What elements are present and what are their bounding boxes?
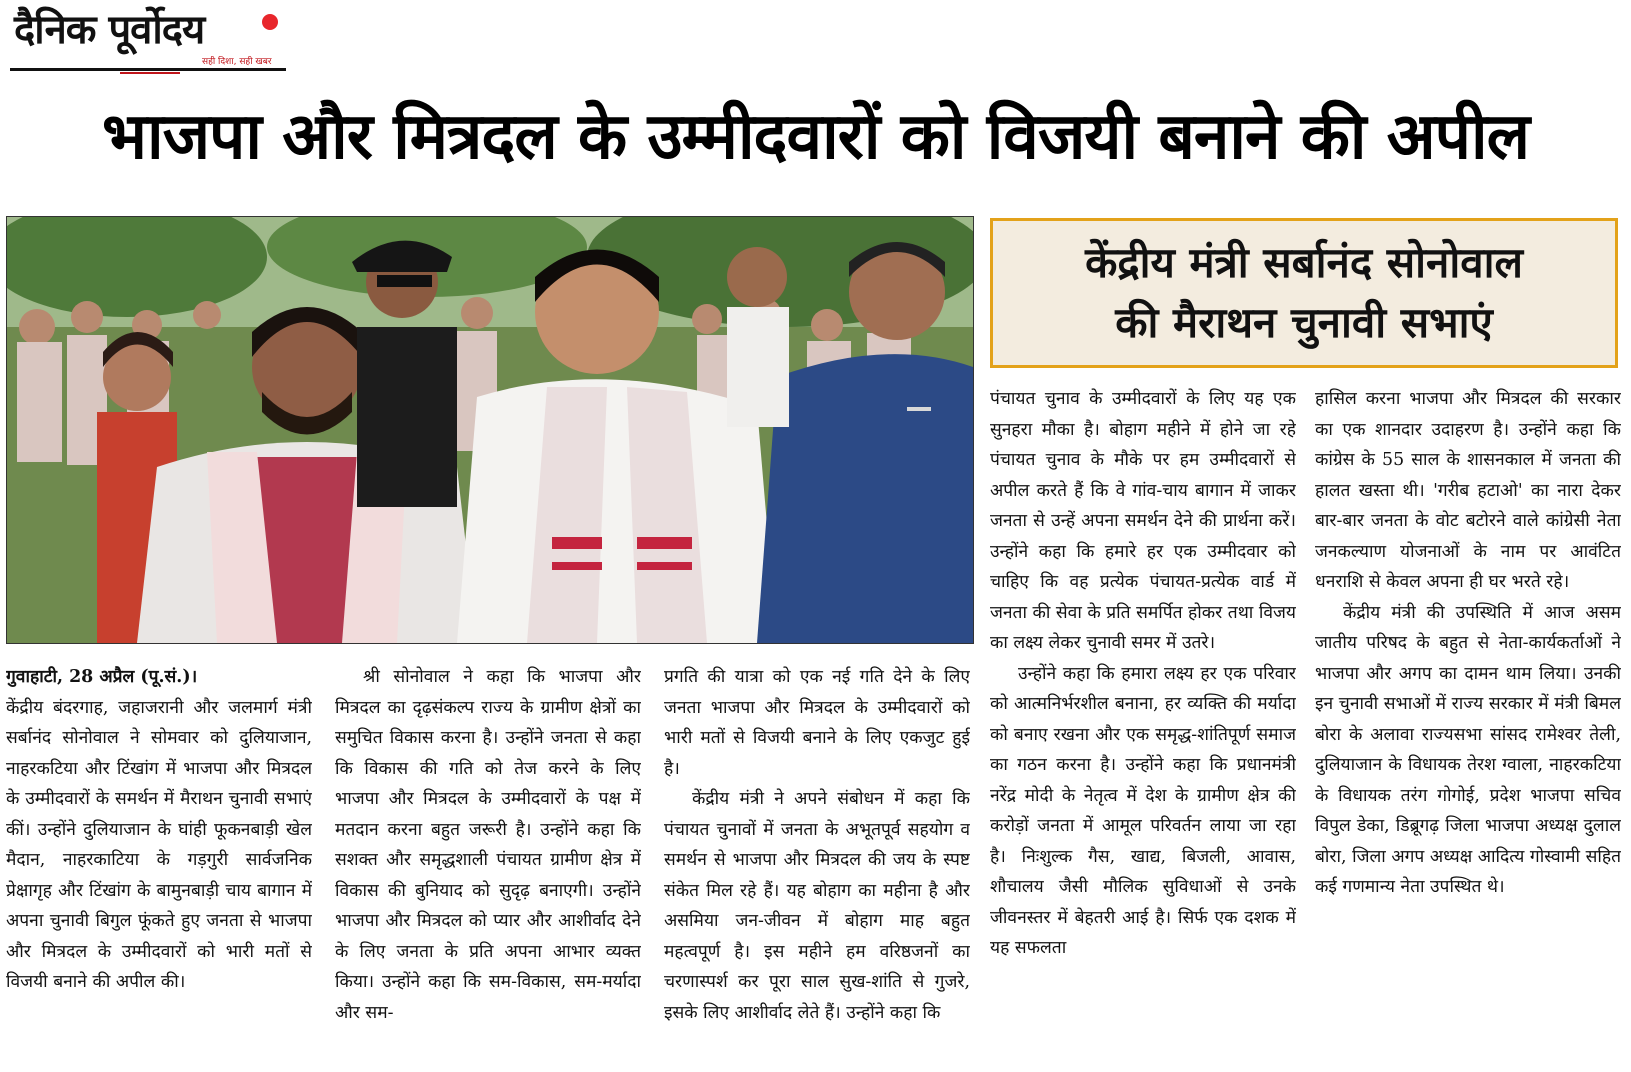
paragraph: हासिल करना भाजपा और मित्रदल की सरकार का एक शानदार उदाहरण है। उन्होंने कहा कि कांग्रेस के 55 साल के शासनकाल में जनता की हालत खस्ता थी। 'गरीब हटाओ' का नारा देकर बार-बार जनता के वोट बटोरने वाले कांग्रेसी नेता जनकल्याण योजनाओं के नाम पर आवंटित धनराशि से केवल अपना ही घर भरते रहे। <box>1315 389 1621 592</box>
subheadline-box <box>990 218 1618 368</box>
paragraph: श्री सोनोवाल ने कहा कि भाजपा और मित्रदल का दृढ़संकल्प राज्य के ग्रामीण क्षेत्रों का समुचित विकास करना है। उन्होंने जनता से कहा कि विकास की गति को तेज करने के लिए भाजपा और मित्रदल के उम्मीदवारों के पक्ष में मतदान करना बहुत जरूरी है। उन्होंने कहा कि सशक्त और समृद्धशाली पंचायत ग्रामीण क्षेत्र में विकास की बुनियाद को सुदृढ़ बनाएगी। उन्होंने भाजपा और मित्रदल को प्यार और आशीर्वाद देने के लिए जनता के प्रति अपना आभार व्यक्त किया। उन्होंने कहा कि सम-विकास, सम-मर्यादा और सम- <box>335 667 641 1023</box>
masthead-rule <box>10 68 286 71</box>
paragraph: केंद्रीय मंत्री की उपस्थिति में आज असम जातीय परिषद के बहुत से नेता-कार्यकर्ताओं ने भाजपा और अगप का दामन थाम लिया। उनकी इन चुनावी सभाओं में राज्य सरकार में मंत्री बिमल बोरा के अलावा राज्यसभा सांसद रामेश्वर तेली, दुलियाजान के विधायक तेरश ग्वाला, नाहरकटिया के विधायक तरंग गोगोई, प्रदेश भाजपा सचिव विपुल डेका, डिब्रूगढ़ जिला भाजपा अध्यक्ष दुलाल बोरा, जिला अगप अध्यक्ष आदित्य गोस्वामी सहित कई गणमान्य नेता उपस्थित थे। <box>1315 602 1621 897</box>
paragraph: प्रगति की यात्रा को एक नई गति देने के लिए जनता भाजपा और मित्रदल के उम्मीदवारों को भारी मतों से विजयी बनाने के लिए एकजुट हुई है। <box>664 667 970 779</box>
paragraph: पंचायत चुनाव के उम्मीदवारों के लिए यह एक सुनहरा मौका है। बोहाग महीने में होने जा रहे पंचायत चुनाव के मौके पर हम उम्मीदवारों से अपील करते हैं कि वे गांव-चाय बागान में जाकर जनता से उन्हें अपना समर्थन देने की प्रार्थना करें। उन्होंने कहा कि हमारे हर एक उम्मीदवार को चाहिए कि वह प्रत्येक पंचायत-प्रत्येक वार्ड में जनता की सेवा के प्रति समर्पित होकर तथा विजय का लक्ष्य लेकर चुनावी समर में उतरे। <box>990 389 1296 653</box>
newspaper-logo: दैनिक पूर्वोदय <box>14 7 205 53</box>
news-photo <box>6 216 974 644</box>
paragraph: केंद्रीय बंदरगाह, जहाजरानी और जलमार्ग मंत्री सर्बानंद सोनोवाल ने सोमवार को दुलियाजान, नाहरकटिया और टिंखांग में भाजपा और मित्रदल के उम्मीदवारों के समर्थन में मैराथन चुनावी सभाएं कीं। उन्होंने दुलियाजान के घांही फूकनबाड़ी खेल मैदान, नाहरकाटिया के गड़गुरी सार्वजनिक प्रेक्षागृह और टिंखांग के बामुनबाड़ी चाय बागान में अपना चुनावी बिगुल फूंकते हुए जनता से भाजपा और मित्रदल के उम्मीदवारों को भारी मतों से विजयी बनाने की अपील की। <box>6 697 312 992</box>
dateline: गुवाहाटी, 28 अप्रैल (पू.सं.)। <box>6 667 198 687</box>
paragraph: केंद्रीय मंत्री ने अपने संबोधन में कहा कि पंचायत चुनावों में जनता के अभूतपूर्व सहयोग व समर्थन से भाजपा और मित्रदल की जय के स्पष्ट संकेत मिल रहे हैं। यह बोहाग का महीना है और असमिया जन-जीवन में बोहाग माह बहुत महत्वपूर्ण है। इस महीने हम वरिष्ठजनों का चरणास्पर्श कर पूरा साल सुख-शांति से गुजरे, इसके लिए आशीर्वाद लेते हैं। उन्होंने कहा कि <box>664 789 970 1023</box>
subheadline-line-1: केंद्रीय मंत्री सर्बानंद सोनोवाल <box>1085 238 1523 287</box>
paragraph: उन्होंने कहा कि हमारा लक्ष्य हर एक परिवार को आत्मनिर्भरशील बनाना, हर व्यक्ति की मर्यादा को बनाए रखना और एक समृद्ध-शांतिपूर्ण समाज का गठन करना है। उन्होंने कहा कि प्रधानमंत्री नरेंद्र मोदी के नेतृत्व में देश के ग्रामीण क्षेत्र की करोड़ों जनता में आमूल परिवर्तन लाया जा रहा है। निःशुल्क गैस, खाद्य, बिजली, आवास, शौचालय जैसी मौलिक सुविधाओं से उनके जीवनस्तर में बेहतरी आई है। सिर्फ एक दशक में यह सफलता <box>990 663 1296 958</box>
article-column-1 <box>6 662 312 1062</box>
article-column-3 <box>664 662 970 1062</box>
article-column-5 <box>1315 384 1621 1062</box>
logo-dot-icon <box>262 14 278 30</box>
masthead-rule-accent <box>120 72 180 74</box>
subheadline-line-2: की मैराथन चुनावी सभाएं <box>1115 298 1493 347</box>
masthead <box>10 4 280 72</box>
crowd-photo-illustration <box>7 217 973 643</box>
headline: भाजपा और मित्रदल के उम्मीदवारों को विजयी बनाने की अपील <box>102 100 1529 174</box>
article-column-4 <box>990 384 1296 1062</box>
newspaper-tagline: सही दिशा, सही खबर <box>202 57 272 67</box>
article-column-2 <box>335 662 641 1062</box>
